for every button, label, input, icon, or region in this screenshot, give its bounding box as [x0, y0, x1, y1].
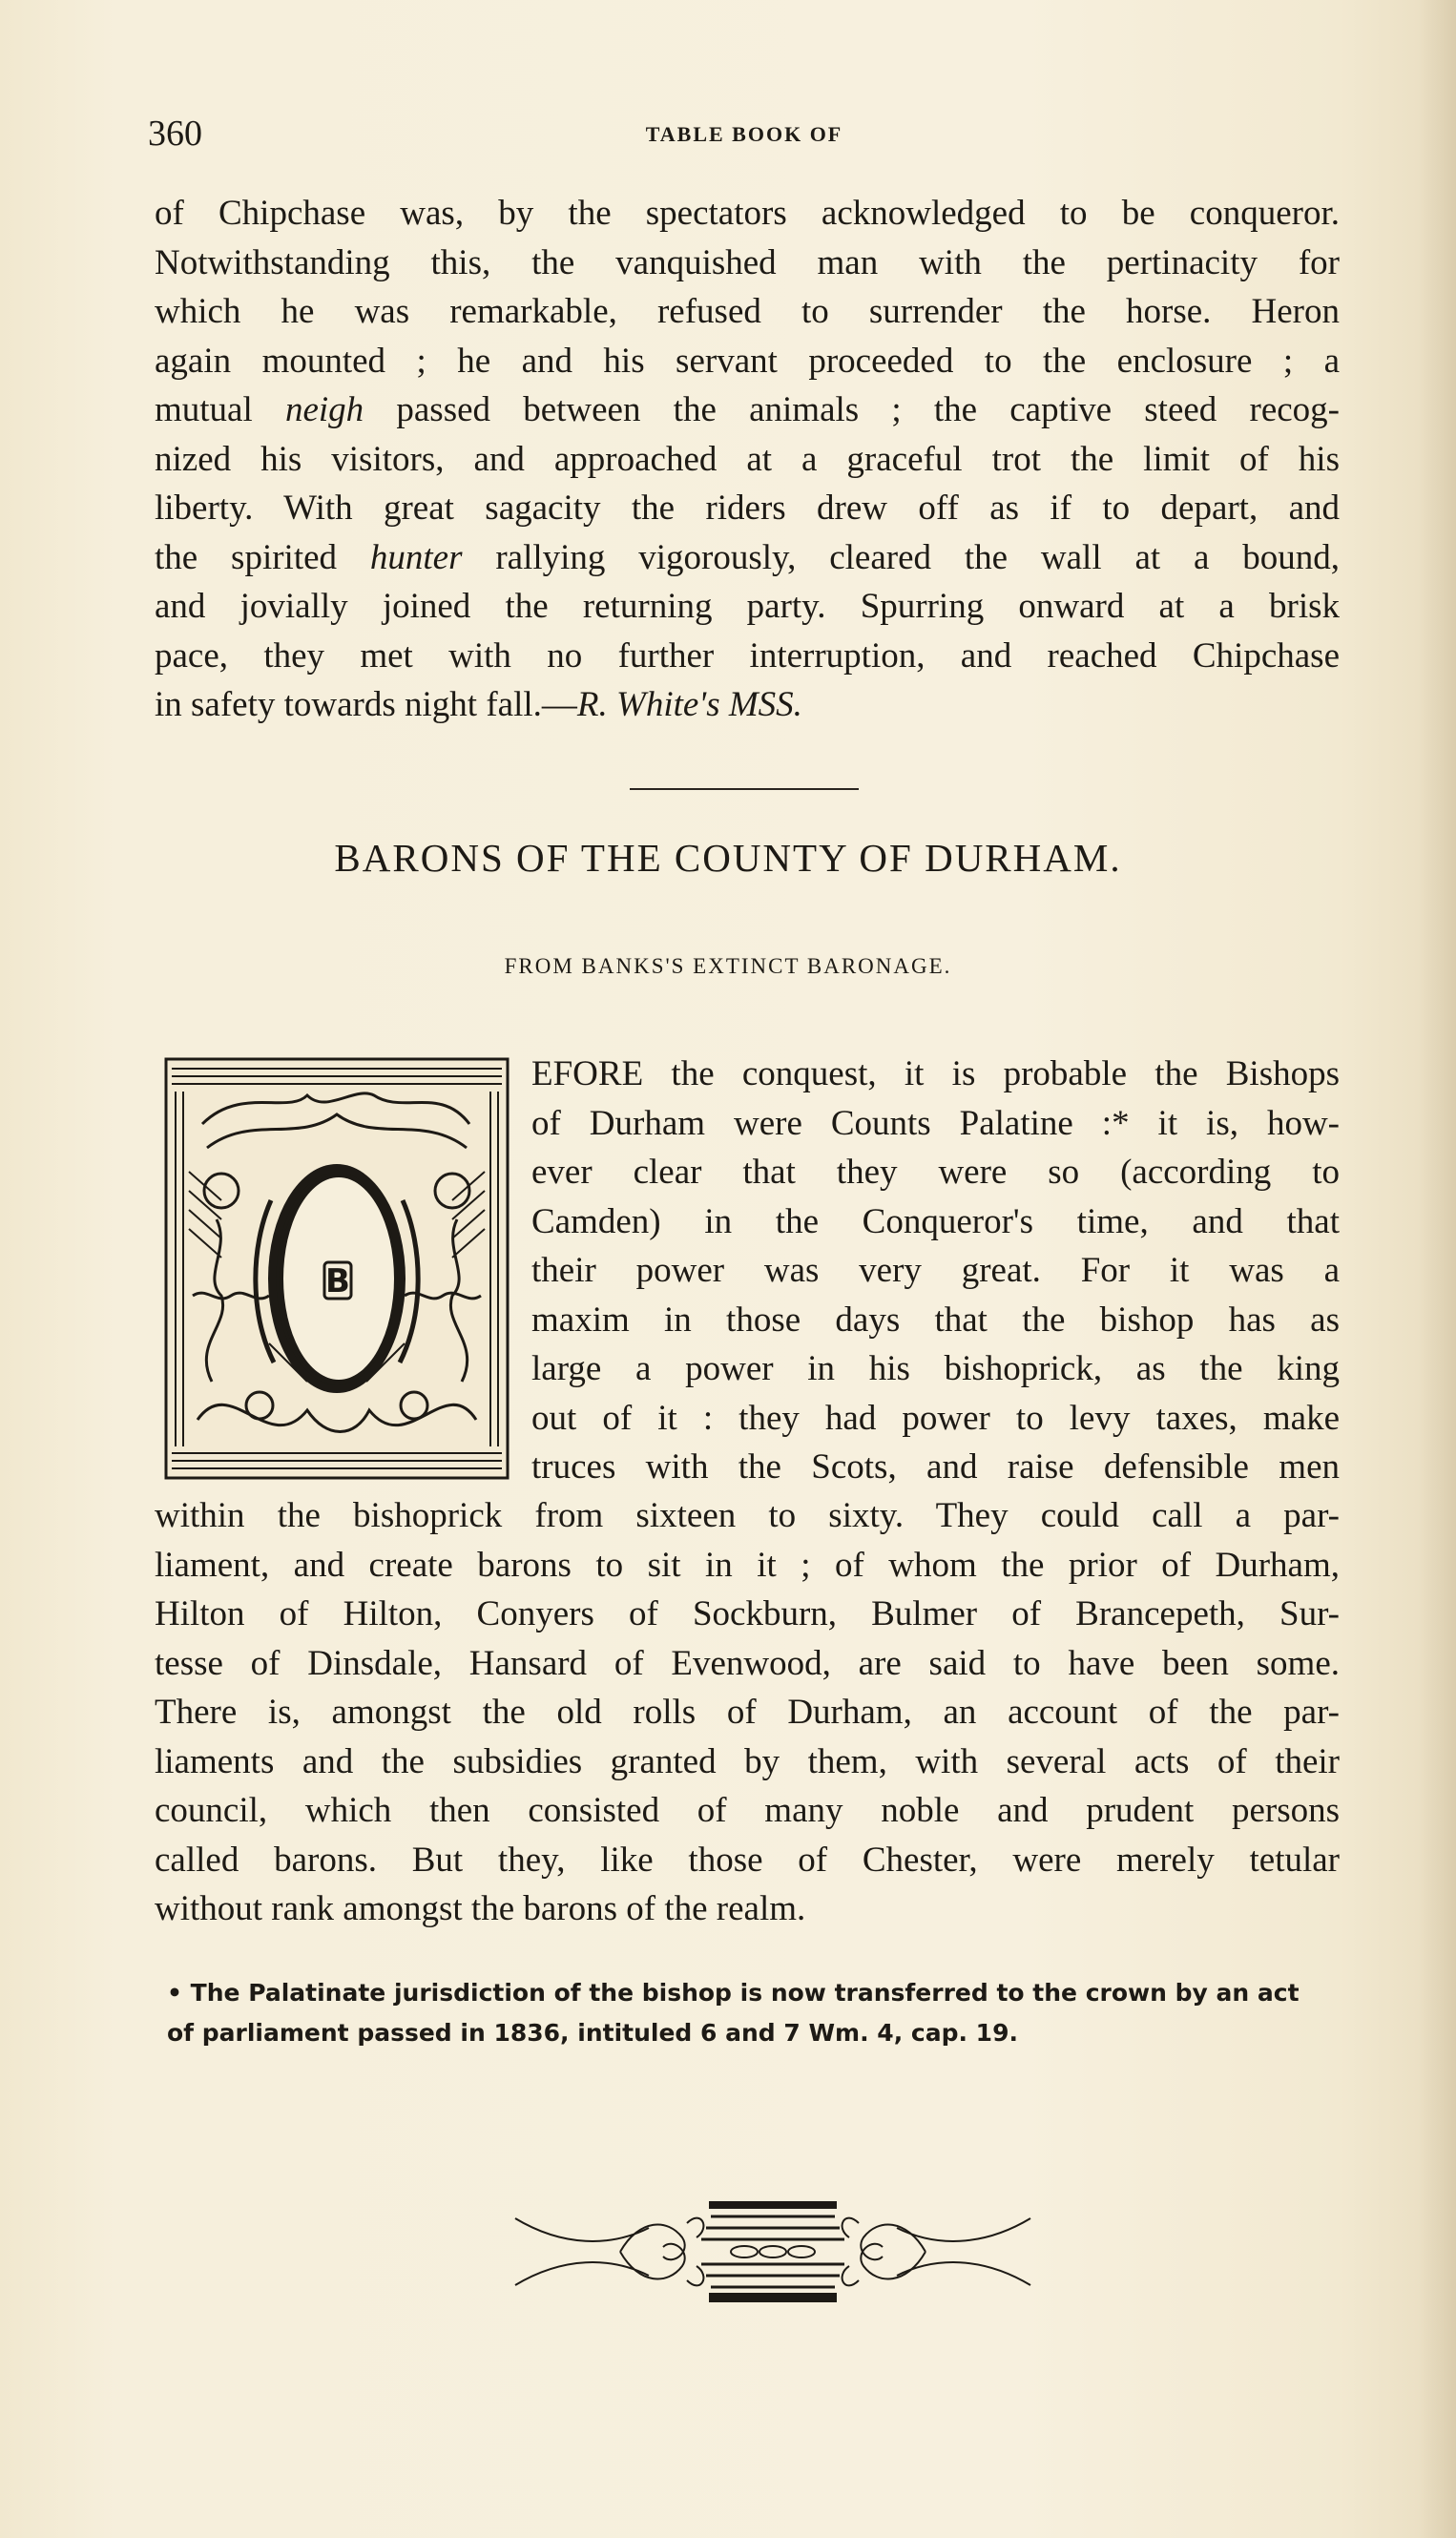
text-line: their power was very great. For it was a — [531, 1251, 1340, 1290]
text-line: pace, they met with no further interruption, and reached Chipchase — [155, 635, 1340, 676]
text-line: There is, amongst the old rolls of Durham, an account of the par- — [155, 1693, 1340, 1732]
text-line: tesse of Dinsdale, Hansard of Evenwood, are said to have been some. — [155, 1643, 1340, 1683]
text-line — [155, 533, 1340, 583]
text-run: the spirited — [155, 537, 370, 577]
text-line: of Durham were Counts Palatine :* it is, how- — [531, 1103, 1340, 1143]
text-line: liaments and the subsidies granted by them, with several acts of their — [155, 1741, 1340, 1781]
text-line: out of it : they had power to levy taxes, make — [531, 1398, 1340, 1438]
decorated-initial-b — [164, 1057, 510, 1480]
footnote-line: of parliament passed in 1836, intituled 6 and 7 Wm. 4, cap. 19. — [167, 2019, 1018, 2047]
text-line: liberty. With great sagacity the riders drew off as if to depart, and — [155, 489, 1340, 528]
running-head — [148, 113, 1341, 160]
section-source: FROM BANKS'S EXTINCT BARONAGE. — [504, 954, 952, 978]
text-line: nized his visitors, and approached at a graceful trot the limit of his — [155, 439, 1340, 479]
text-line: maxim in those days that the bishop has as — [531, 1300, 1340, 1340]
footnote — [167, 1973, 1341, 2053]
text-line: within the bishoprick from sixteen to sixty. They could call a par- — [155, 1496, 1340, 1535]
text-run: mutual — [155, 390, 285, 429]
text-line: which he was remarkable, refused to surrender the horse. Heron — [155, 292, 1340, 331]
text-line: Notwithstanding this, the vanquished man with the pertinacity for — [155, 242, 1340, 282]
text-line: ever clear that they were so (according to — [531, 1153, 1340, 1192]
section-title: BARONS OF THE COUNTY OF DURHAM. — [334, 836, 1122, 880]
paragraph-barons-full — [155, 1491, 1340, 1934]
text-line: without rank amongst the barons of the realm. — [155, 1889, 806, 1928]
initial-letter: B — [325, 1262, 350, 1300]
italic-word: hunter — [369, 537, 463, 577]
source-citation: R. White's MSS. — [576, 685, 802, 724]
italic-word: neigh — [284, 390, 364, 429]
text-line: Camden) in the Conqueror's time, and that — [531, 1201, 1340, 1241]
text-line: again mounted ; he and his servant proceeded to the enclosure ; a — [155, 341, 1340, 381]
running-title: TABLE BOOK OF — [645, 122, 843, 146]
text-line — [155, 680, 1340, 730]
page-edge-shadow — [1418, 0, 1456, 2538]
text-line: Hilton of Hilton, Conyers of Sockburn, Bulmer of Brancepeth, Sur- — [155, 1594, 1340, 1633]
text-line: called barons. But they, like those of Chester, were merely tetular — [155, 1840, 1340, 1880]
footnote-line: • The Palatinate jurisdiction of the bishop is now transferred to the crown by an act — [167, 1979, 1300, 2007]
text-line — [155, 385, 1340, 435]
section-divider-rule — [630, 788, 859, 790]
text-line: large a power in his bishoprick, as the king — [531, 1349, 1340, 1388]
text-run: passed between the animals ; the captive steed recog- — [364, 390, 1340, 429]
text-line: council, which then consisted of many noble and prudent persons — [155, 1791, 1340, 1830]
text-line: and jovially joined the returning party. Spurring onward at a brisk — [155, 587, 1340, 626]
text-line: of Chipchase was, by the spectators acknowledged to be conqueror. — [155, 194, 1340, 233]
paragraph-barons-wrapped — [531, 1050, 1340, 1492]
text-line: truces with the Scots, and raise defensible men — [531, 1447, 1340, 1487]
text-line: EFORE the conquest, it is probable the Bishops — [531, 1054, 1340, 1093]
text-run: rallying vigorously, cleared the wall at a bound, — [462, 537, 1340, 577]
paragraph-chipchase — [155, 189, 1340, 730]
text-line: liament, and create barons to sit in it ; of whom the prior of Durham, — [155, 1545, 1340, 1585]
page-number: 360 — [148, 114, 202, 154]
ornamental-tailpiece — [506, 2190, 1040, 2314]
text-run: in safety towards night fall.— — [155, 685, 577, 724]
